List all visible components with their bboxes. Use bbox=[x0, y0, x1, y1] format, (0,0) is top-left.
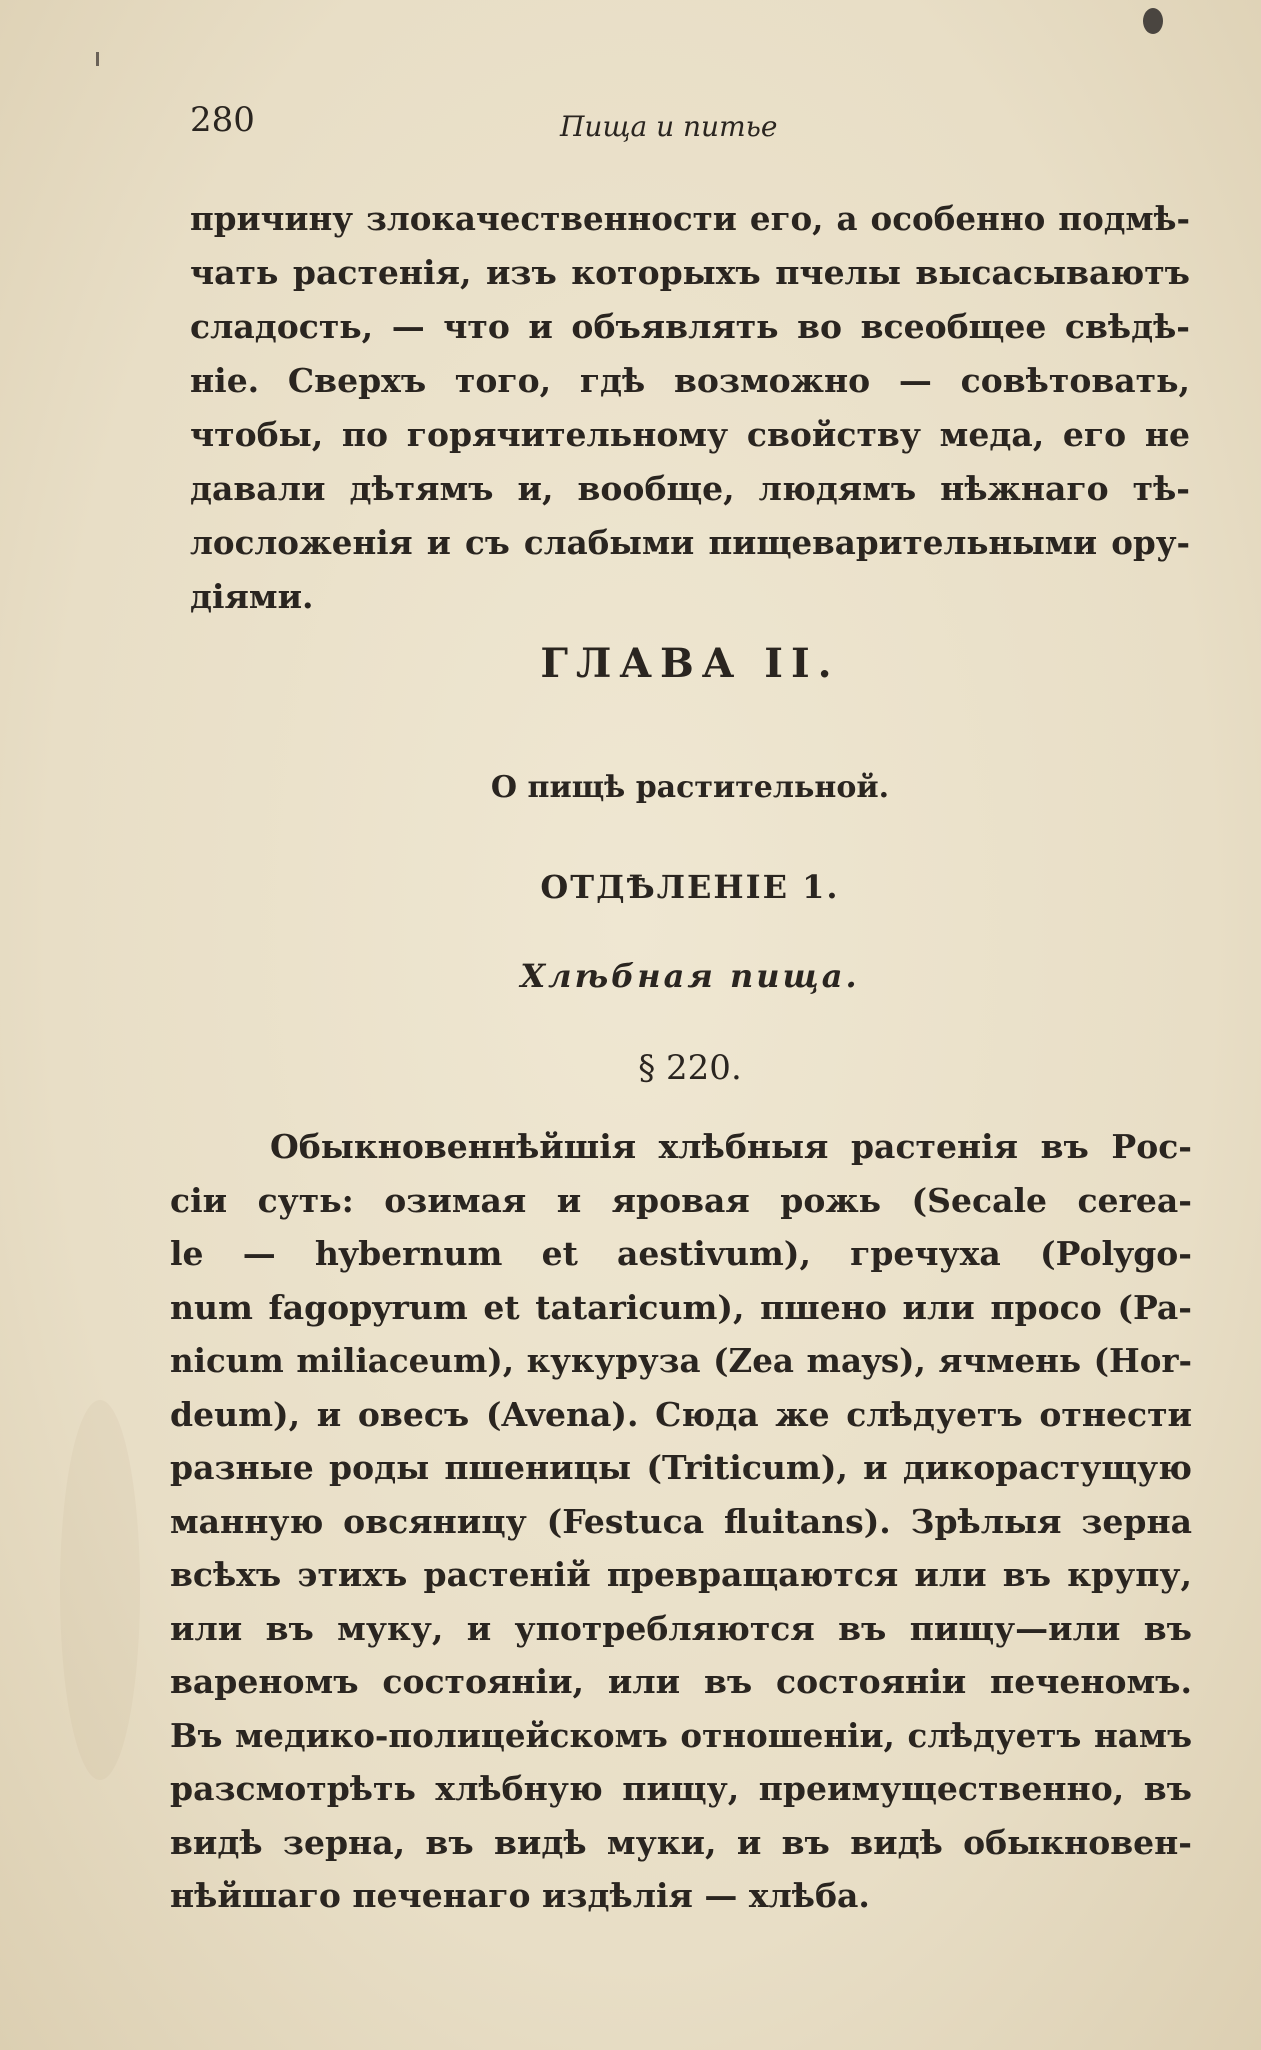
section-heading: ОТДѢЛЕНІЕ 1. bbox=[540, 868, 840, 906]
text-line: ніе. Сверхъ того, гдѣ возможно — совѣтовать, bbox=[190, 361, 1190, 400]
paragraph-number: § 220. bbox=[638, 1048, 742, 1088]
text-line: разные роды пшеницы (Triticum), и дикорастущую bbox=[170, 1448, 1192, 1487]
ink-blot bbox=[1143, 8, 1163, 34]
text-line: сладость, — что и объявлять во всеобщее свѣдѣ- bbox=[190, 307, 1190, 346]
text-line: Обыкновеннѣйшія хлѣбныя растенія въ Рос- bbox=[270, 1127, 1192, 1166]
top-paragraph bbox=[190, 192, 1190, 624]
text-line: манную овсяницу (Festuca fluitans). Зрѣлыя зерна bbox=[170, 1501, 1192, 1541]
text-line: чать растенія, изъ которыхъ пчелы высасываютъ bbox=[190, 253, 1190, 292]
text-line: num fagopyrum et tataricum), пшено или просо (Pa- bbox=[170, 1287, 1192, 1327]
text-line: сіи суть: озимая и яровая рожь (Secale cerea- bbox=[170, 1180, 1192, 1220]
running-head: Пища и питье bbox=[560, 110, 778, 143]
text-line: всѣхъ этихъ растеній превращаются или въ крупу, bbox=[170, 1555, 1192, 1594]
main-paragraph bbox=[170, 1120, 1192, 1923]
page-speck bbox=[96, 52, 99, 66]
text-line: le — hybernum et aestivum), гречуха (Polygo- bbox=[170, 1234, 1192, 1273]
text-line: Въ медико-полицейскомъ отношеніи, слѣдуетъ намъ bbox=[170, 1715, 1192, 1755]
text-line: діями. bbox=[190, 577, 314, 616]
chapter-heading: ГЛАВА II. bbox=[540, 640, 840, 687]
page-header bbox=[190, 100, 1190, 150]
text-line: разсмотрѣть хлѣбную пищу, преимущественно, въ bbox=[170, 1769, 1192, 1808]
text-line: вареномъ состояніи, или въ состояніи печеномъ. bbox=[170, 1662, 1192, 1701]
section-title: Хлѣбная пища. bbox=[520, 957, 860, 995]
text-line: лосложенія и съ слабыми пищеварительными ору- bbox=[190, 523, 1190, 562]
text-line: deum), и овесъ (Avena). Сюда же слѣдуетъ отнести bbox=[170, 1394, 1192, 1434]
paper-stain bbox=[60, 1400, 140, 1780]
text-line: nicum miliaceum), кукуруза (Zea mays), ячмень (Hor- bbox=[170, 1341, 1192, 1380]
text-line: чтобы, по горячительному свойству меда, его не bbox=[190, 415, 1190, 454]
text-line: давали дѣтямъ и, вообще, людямъ нѣжнаго тѣ- bbox=[190, 469, 1190, 508]
chapter-subtitle: О пищѣ растительной. bbox=[490, 770, 890, 805]
page-number: 280 bbox=[190, 100, 255, 140]
text-line: или въ муку, и употребляются въ пищу—или въ bbox=[170, 1608, 1192, 1648]
text-line: нѣйшаго печенаго издѣлія — хлѣба. bbox=[170, 1876, 870, 1915]
text-line: видѣ зерна, въ видѣ муки, и въ видѣ обыкновен- bbox=[170, 1822, 1192, 1862]
text-line: причину злокачественности его, а особенно подмѣ- bbox=[190, 199, 1190, 238]
